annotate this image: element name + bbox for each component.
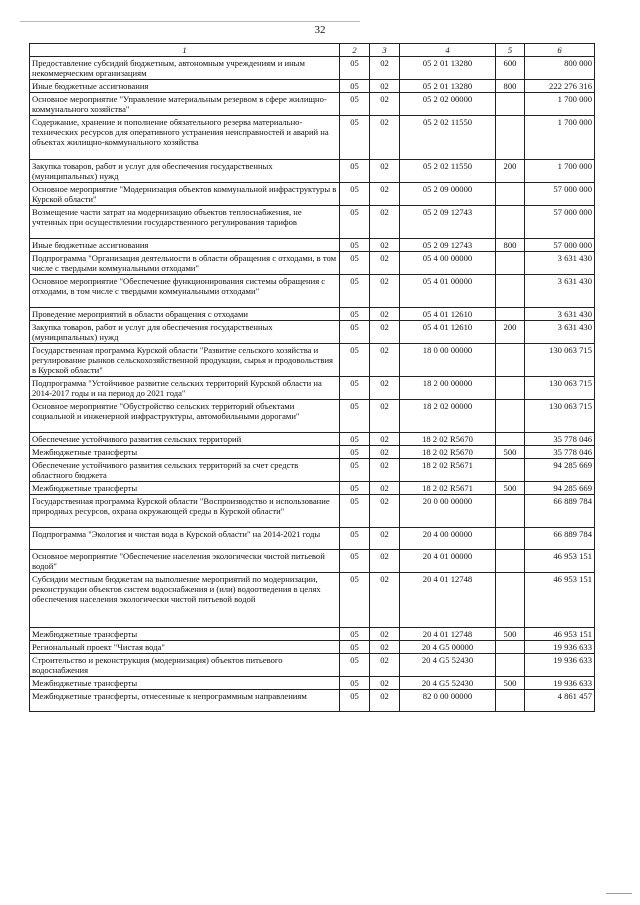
row-subsection-cell: 02 bbox=[370, 80, 400, 93]
row-subsection-cell: 02 bbox=[370, 308, 400, 321]
row-name-cell: Межбюджетные трансферты bbox=[30, 446, 340, 459]
row-target-article-cell: 05 2 01 13280 bbox=[400, 57, 496, 80]
header-row bbox=[30, 44, 595, 57]
row-expense-type-cell bbox=[496, 275, 525, 308]
row-section-cell: 05 bbox=[340, 93, 370, 116]
row-target-article-cell: 20 4 01 12748 bbox=[400, 628, 496, 641]
row-expense-type-cell bbox=[496, 206, 525, 239]
row-target-article-cell: 05 4 01 12610 bbox=[400, 321, 496, 344]
row-subsection-cell: 02 bbox=[370, 550, 400, 573]
row-section-cell: 05 bbox=[340, 433, 370, 446]
row-target-article-cell: 18 2 02 R5670 bbox=[400, 446, 496, 459]
row-name-cell: Государственная программа Курской области "Воспроизводство и использование природных ресурсов, охрана окружающей среды в Курской области" bbox=[30, 495, 340, 528]
row-section-cell: 05 bbox=[340, 641, 370, 654]
table-row bbox=[30, 641, 595, 654]
row-amount-cell: 35 778 046 bbox=[525, 446, 595, 459]
row-target-article-cell: 18 2 02 R5671 bbox=[400, 482, 496, 495]
row-expense-type-cell bbox=[496, 573, 525, 628]
table-row bbox=[30, 321, 595, 344]
table-row bbox=[30, 677, 595, 690]
budget-table bbox=[29, 43, 595, 712]
row-target-article-cell: 20 4 01 12748 bbox=[400, 573, 496, 628]
row-subsection-cell: 02 bbox=[370, 677, 400, 690]
table-row bbox=[30, 690, 595, 712]
table-body bbox=[30, 57, 595, 712]
table-row bbox=[30, 275, 595, 308]
table-row bbox=[30, 160, 595, 183]
row-subsection-cell: 02 bbox=[370, 482, 400, 495]
row-section-cell: 05 bbox=[340, 677, 370, 690]
row-section-cell: 05 bbox=[340, 654, 370, 677]
table-row bbox=[30, 446, 595, 459]
row-expense-type-cell bbox=[496, 93, 525, 116]
row-name-cell: Подпрограмма "Организация деятельности в области обращения с отходами, в том числе с твердыми коммунальными отходами" bbox=[30, 252, 340, 275]
row-subsection-cell: 02 bbox=[370, 628, 400, 641]
row-target-article-cell: 20 4 G5 52430 bbox=[400, 654, 496, 677]
row-target-article-cell: 05 2 09 00000 bbox=[400, 183, 496, 206]
row-section-cell: 05 bbox=[340, 160, 370, 183]
row-expense-type-cell bbox=[496, 495, 525, 528]
row-section-cell: 05 bbox=[340, 80, 370, 93]
row-name-cell: Обеспечение устойчивого развития сельских территорий за счет средств областного бюджета bbox=[30, 459, 340, 482]
row-expense-type-cell bbox=[496, 308, 525, 321]
row-expense-type-cell: 500 bbox=[496, 677, 525, 690]
table-row bbox=[30, 573, 595, 628]
row-amount-cell: 57 000 000 bbox=[525, 206, 595, 239]
row-subsection-cell: 02 bbox=[370, 239, 400, 252]
table-row bbox=[30, 308, 595, 321]
row-section-cell: 05 bbox=[340, 528, 370, 550]
row-amount-cell: 46 953 151 bbox=[525, 628, 595, 641]
row-subsection-cell: 02 bbox=[370, 275, 400, 308]
row-amount-cell: 3 631 430 bbox=[525, 252, 595, 275]
row-name-cell: Основное мероприятие "Управление материальным резервом в сфере жилищно-коммунального хозяйства" bbox=[30, 93, 340, 116]
table-row bbox=[30, 550, 595, 573]
table-row bbox=[30, 528, 595, 550]
table-row bbox=[30, 482, 595, 495]
row-expense-type-cell bbox=[496, 550, 525, 573]
row-expense-type-cell bbox=[496, 183, 525, 206]
row-section-cell: 05 bbox=[340, 321, 370, 344]
row-target-article-cell: 05 2 02 11550 bbox=[400, 160, 496, 183]
row-expense-type-cell bbox=[496, 377, 525, 400]
row-section-cell: 05 bbox=[340, 459, 370, 482]
table-row bbox=[30, 459, 595, 482]
row-amount-cell: 1 700 000 bbox=[525, 93, 595, 116]
row-target-article-cell: 20 0 00 00000 bbox=[400, 495, 496, 528]
row-expense-type-cell bbox=[496, 528, 525, 550]
row-subsection-cell: 02 bbox=[370, 690, 400, 712]
row-target-article-cell: 20 4 01 00000 bbox=[400, 550, 496, 573]
row-target-article-cell: 05 2 09 12743 bbox=[400, 206, 496, 239]
row-target-article-cell: 18 2 02 R5671 bbox=[400, 459, 496, 482]
row-amount-cell: 46 953 151 bbox=[525, 573, 595, 628]
row-subsection-cell: 02 bbox=[370, 573, 400, 628]
row-amount-cell: 4 861 457 bbox=[525, 690, 595, 712]
row-name-cell: Содержание, хранение и пополнение обязательного резерва материально-технических ресурсов для оперативного устранения неисправностей и аварий на объектах жилищно-коммунального хозяйства bbox=[30, 116, 340, 160]
row-subsection-cell: 02 bbox=[370, 377, 400, 400]
row-name-cell: Иные бюджетные ассигнования bbox=[30, 80, 340, 93]
row-name-cell: Подпрограмма "Экология и чистая вода в Курской области" на 2014-2021 годы bbox=[30, 528, 340, 550]
row-section-cell: 05 bbox=[340, 446, 370, 459]
row-name-cell: Основное мероприятие "Обеспечение функционирования системы обращения с отходами, в том числе с твердыми коммунальными отходами" bbox=[30, 275, 340, 308]
row-section-cell: 05 bbox=[340, 628, 370, 641]
row-expense-type-cell bbox=[496, 654, 525, 677]
row-name-cell: Основное мероприятие "Модернизация объектов коммунальной инфраструктуры в Курской области" bbox=[30, 183, 340, 206]
table-row bbox=[30, 93, 595, 116]
row-amount-cell: 3 631 430 bbox=[525, 275, 595, 308]
scan-artifact-line bbox=[606, 893, 632, 894]
row-subsection-cell: 02 bbox=[370, 93, 400, 116]
row-subsection-cell: 02 bbox=[370, 654, 400, 677]
row-expense-type-cell bbox=[496, 433, 525, 446]
row-target-article-cell: 20 4 G5 00000 bbox=[400, 641, 496, 654]
row-subsection-cell: 02 bbox=[370, 344, 400, 377]
row-amount-cell: 3 631 430 bbox=[525, 321, 595, 344]
row-section-cell: 05 bbox=[340, 550, 370, 573]
row-section-cell: 05 bbox=[340, 57, 370, 80]
row-expense-type-cell: 800 bbox=[496, 80, 525, 93]
table-row bbox=[30, 495, 595, 528]
row-target-article-cell: 18 2 00 00000 bbox=[400, 377, 496, 400]
row-name-cell: Предоставление субсидий бюджетным, автономным учреждениям и иным некоммерческим организациям bbox=[30, 57, 340, 80]
row-subsection-cell: 02 bbox=[370, 206, 400, 239]
header-col-subsection: 3 bbox=[370, 44, 400, 57]
row-amount-cell: 130 063 715 bbox=[525, 400, 595, 433]
row-subsection-cell: 02 bbox=[370, 252, 400, 275]
row-name-cell: Строительство и реконструкция (модернизация) объектов питьевого водоснабжения bbox=[30, 654, 340, 677]
row-name-cell: Межбюджетные трансферты bbox=[30, 628, 340, 641]
row-name-cell: Региональный проект "Чистая вода" bbox=[30, 641, 340, 654]
scan-artifact-line bbox=[20, 21, 360, 22]
row-subsection-cell: 02 bbox=[370, 641, 400, 654]
row-subsection-cell: 02 bbox=[370, 321, 400, 344]
row-name-cell: Закупка товаров, работ и услуг для обеспечения государственных (муниципальных) нужд bbox=[30, 160, 340, 183]
header-col-target-article: 4 bbox=[400, 44, 496, 57]
row-section-cell: 05 bbox=[340, 183, 370, 206]
row-name-cell: Государственная программа Курской области "Развитие сельского хозяйства и регулирование рынков сельскохозяйственной продукции, сырья и продовольствия в Курской области" bbox=[30, 344, 340, 377]
row-expense-type-cell bbox=[496, 690, 525, 712]
row-section-cell: 05 bbox=[340, 400, 370, 433]
row-expense-type-cell: 500 bbox=[496, 446, 525, 459]
row-expense-type-cell: 200 bbox=[496, 321, 525, 344]
row-target-article-cell: 05 4 01 00000 bbox=[400, 275, 496, 308]
row-name-cell: Проведение мероприятий в области обращения с отходами bbox=[30, 308, 340, 321]
header-col-expense-type: 5 bbox=[496, 44, 525, 57]
row-expense-type-cell bbox=[496, 459, 525, 482]
row-target-article-cell: 05 4 00 00000 bbox=[400, 252, 496, 275]
row-subsection-cell: 02 bbox=[370, 57, 400, 80]
table-header bbox=[30, 44, 595, 57]
row-target-article-cell: 05 2 01 13280 bbox=[400, 80, 496, 93]
table-row bbox=[30, 377, 595, 400]
row-section-cell: 05 bbox=[340, 482, 370, 495]
row-target-article-cell: 05 4 01 12610 bbox=[400, 308, 496, 321]
row-target-article-cell: 18 2 02 R5670 bbox=[400, 433, 496, 446]
row-name-cell: Иные бюджетные ассигнования bbox=[30, 239, 340, 252]
table-row bbox=[30, 183, 595, 206]
table-row bbox=[30, 433, 595, 446]
table-row bbox=[30, 80, 595, 93]
table-row bbox=[30, 654, 595, 677]
row-target-article-cell: 82 0 00 00000 bbox=[400, 690, 496, 712]
row-subsection-cell: 02 bbox=[370, 433, 400, 446]
row-amount-cell: 57 000 000 bbox=[525, 183, 595, 206]
header-col-section: 2 bbox=[340, 44, 370, 57]
table-row bbox=[30, 252, 595, 275]
row-subsection-cell: 02 bbox=[370, 446, 400, 459]
row-amount-cell: 19 936 633 bbox=[525, 641, 595, 654]
row-expense-type-cell bbox=[496, 116, 525, 160]
row-amount-cell: 57 000 000 bbox=[525, 239, 595, 252]
row-subsection-cell: 02 bbox=[370, 528, 400, 550]
row-expense-type-cell: 200 bbox=[496, 160, 525, 183]
row-amount-cell: 800 000 bbox=[525, 57, 595, 80]
row-name-cell: Основное мероприятие "Обустройство сельских территорий объектами социальной и инженерной инфраструктуры, автомобильными дорогами" bbox=[30, 400, 340, 433]
row-subsection-cell: 02 bbox=[370, 459, 400, 482]
row-section-cell: 05 bbox=[340, 690, 370, 712]
row-name-cell: Закупка товаров, работ и услуг для обеспечения государственных (муниципальных) нужд bbox=[30, 321, 340, 344]
table-row bbox=[30, 57, 595, 80]
row-amount-cell: 130 063 715 bbox=[525, 377, 595, 400]
row-name-cell: Основное мероприятие "Обеспечение населения экологически чистой питьевой водой" bbox=[30, 550, 340, 573]
row-section-cell: 05 bbox=[340, 308, 370, 321]
row-amount-cell: 66 889 784 bbox=[525, 495, 595, 528]
row-expense-type-cell: 500 bbox=[496, 482, 525, 495]
row-subsection-cell: 02 bbox=[370, 160, 400, 183]
row-target-article-cell: 20 4 00 00000 bbox=[400, 528, 496, 550]
row-section-cell: 05 bbox=[340, 495, 370, 528]
row-amount-cell: 94 285 669 bbox=[525, 459, 595, 482]
header-col-amount: 6 bbox=[525, 44, 595, 57]
row-expense-type-cell bbox=[496, 400, 525, 433]
row-subsection-cell: 02 bbox=[370, 495, 400, 528]
row-expense-type-cell bbox=[496, 344, 525, 377]
row-subsection-cell: 02 bbox=[370, 183, 400, 206]
table-row bbox=[30, 400, 595, 433]
row-name-cell: Межбюджетные трансферты bbox=[30, 677, 340, 690]
row-name-cell: Субсидии местным бюджетам на выполнение мероприятий по модернизации, реконструкции объектов систем водоснабжения и (или) водоотведения в целях обеспечения населения экологически чистой питьевой водой bbox=[30, 573, 340, 628]
row-amount-cell: 19 936 633 bbox=[525, 677, 595, 690]
row-section-cell: 05 bbox=[340, 573, 370, 628]
row-expense-type-cell bbox=[496, 252, 525, 275]
row-target-article-cell: 05 2 09 12743 bbox=[400, 239, 496, 252]
row-section-cell: 05 bbox=[340, 252, 370, 275]
row-section-cell: 05 bbox=[340, 239, 370, 252]
row-expense-type-cell: 600 bbox=[496, 57, 525, 80]
row-subsection-cell: 02 bbox=[370, 400, 400, 433]
row-amount-cell: 1 700 000 bbox=[525, 116, 595, 160]
row-amount-cell: 130 063 715 bbox=[525, 344, 595, 377]
row-section-cell: 05 bbox=[340, 344, 370, 377]
row-target-article-cell: 20 4 G5 52430 bbox=[400, 677, 496, 690]
table-row bbox=[30, 206, 595, 239]
row-amount-cell: 46 953 151 bbox=[525, 550, 595, 573]
row-section-cell: 05 bbox=[340, 377, 370, 400]
row-expense-type-cell bbox=[496, 641, 525, 654]
row-amount-cell: 1 700 000 bbox=[525, 160, 595, 183]
row-amount-cell: 35 778 046 bbox=[525, 433, 595, 446]
row-expense-type-cell: 800 bbox=[496, 239, 525, 252]
row-target-article-cell: 05 2 02 00000 bbox=[400, 93, 496, 116]
table-row bbox=[30, 116, 595, 160]
row-section-cell: 05 bbox=[340, 116, 370, 160]
row-amount-cell: 19 936 633 bbox=[525, 654, 595, 677]
row-target-article-cell: 18 2 02 00000 bbox=[400, 400, 496, 433]
table-row bbox=[30, 239, 595, 252]
row-amount-cell: 66 889 784 bbox=[525, 528, 595, 550]
row-section-cell: 05 bbox=[340, 206, 370, 239]
page-number: 32 bbox=[314, 24, 326, 36]
row-name-cell: Возмещение части затрат на модернизацию объектов теплоснабжения, не учтенных при осуществлении государственного регулирования тарифов bbox=[30, 206, 340, 239]
row-target-article-cell: 18 0 00 00000 bbox=[400, 344, 496, 377]
row-amount-cell: 94 285 669 bbox=[525, 482, 595, 495]
table-row bbox=[30, 628, 595, 641]
row-expense-type-cell: 500 bbox=[496, 628, 525, 641]
row-name-cell: Межбюджетные трансферты bbox=[30, 482, 340, 495]
row-target-article-cell: 05 2 02 11550 bbox=[400, 116, 496, 160]
row-subsection-cell: 02 bbox=[370, 116, 400, 160]
header-col-name: 1 bbox=[30, 44, 340, 57]
row-amount-cell: 222 276 316 bbox=[525, 80, 595, 93]
row-section-cell: 05 bbox=[340, 275, 370, 308]
row-name-cell: Подпрограмма "Устойчивое развитие сельских территорий Курской области на 2014-2017 годы и на период до 2021 года" bbox=[30, 377, 340, 400]
row-name-cell: Обеспечение устойчивого развития сельских территорий bbox=[30, 433, 340, 446]
row-name-cell: Межбюджетные трансферты, отнесенные к непрограммным направлениям bbox=[30, 690, 340, 712]
table-row bbox=[30, 344, 595, 377]
row-amount-cell: 3 631 430 bbox=[525, 308, 595, 321]
